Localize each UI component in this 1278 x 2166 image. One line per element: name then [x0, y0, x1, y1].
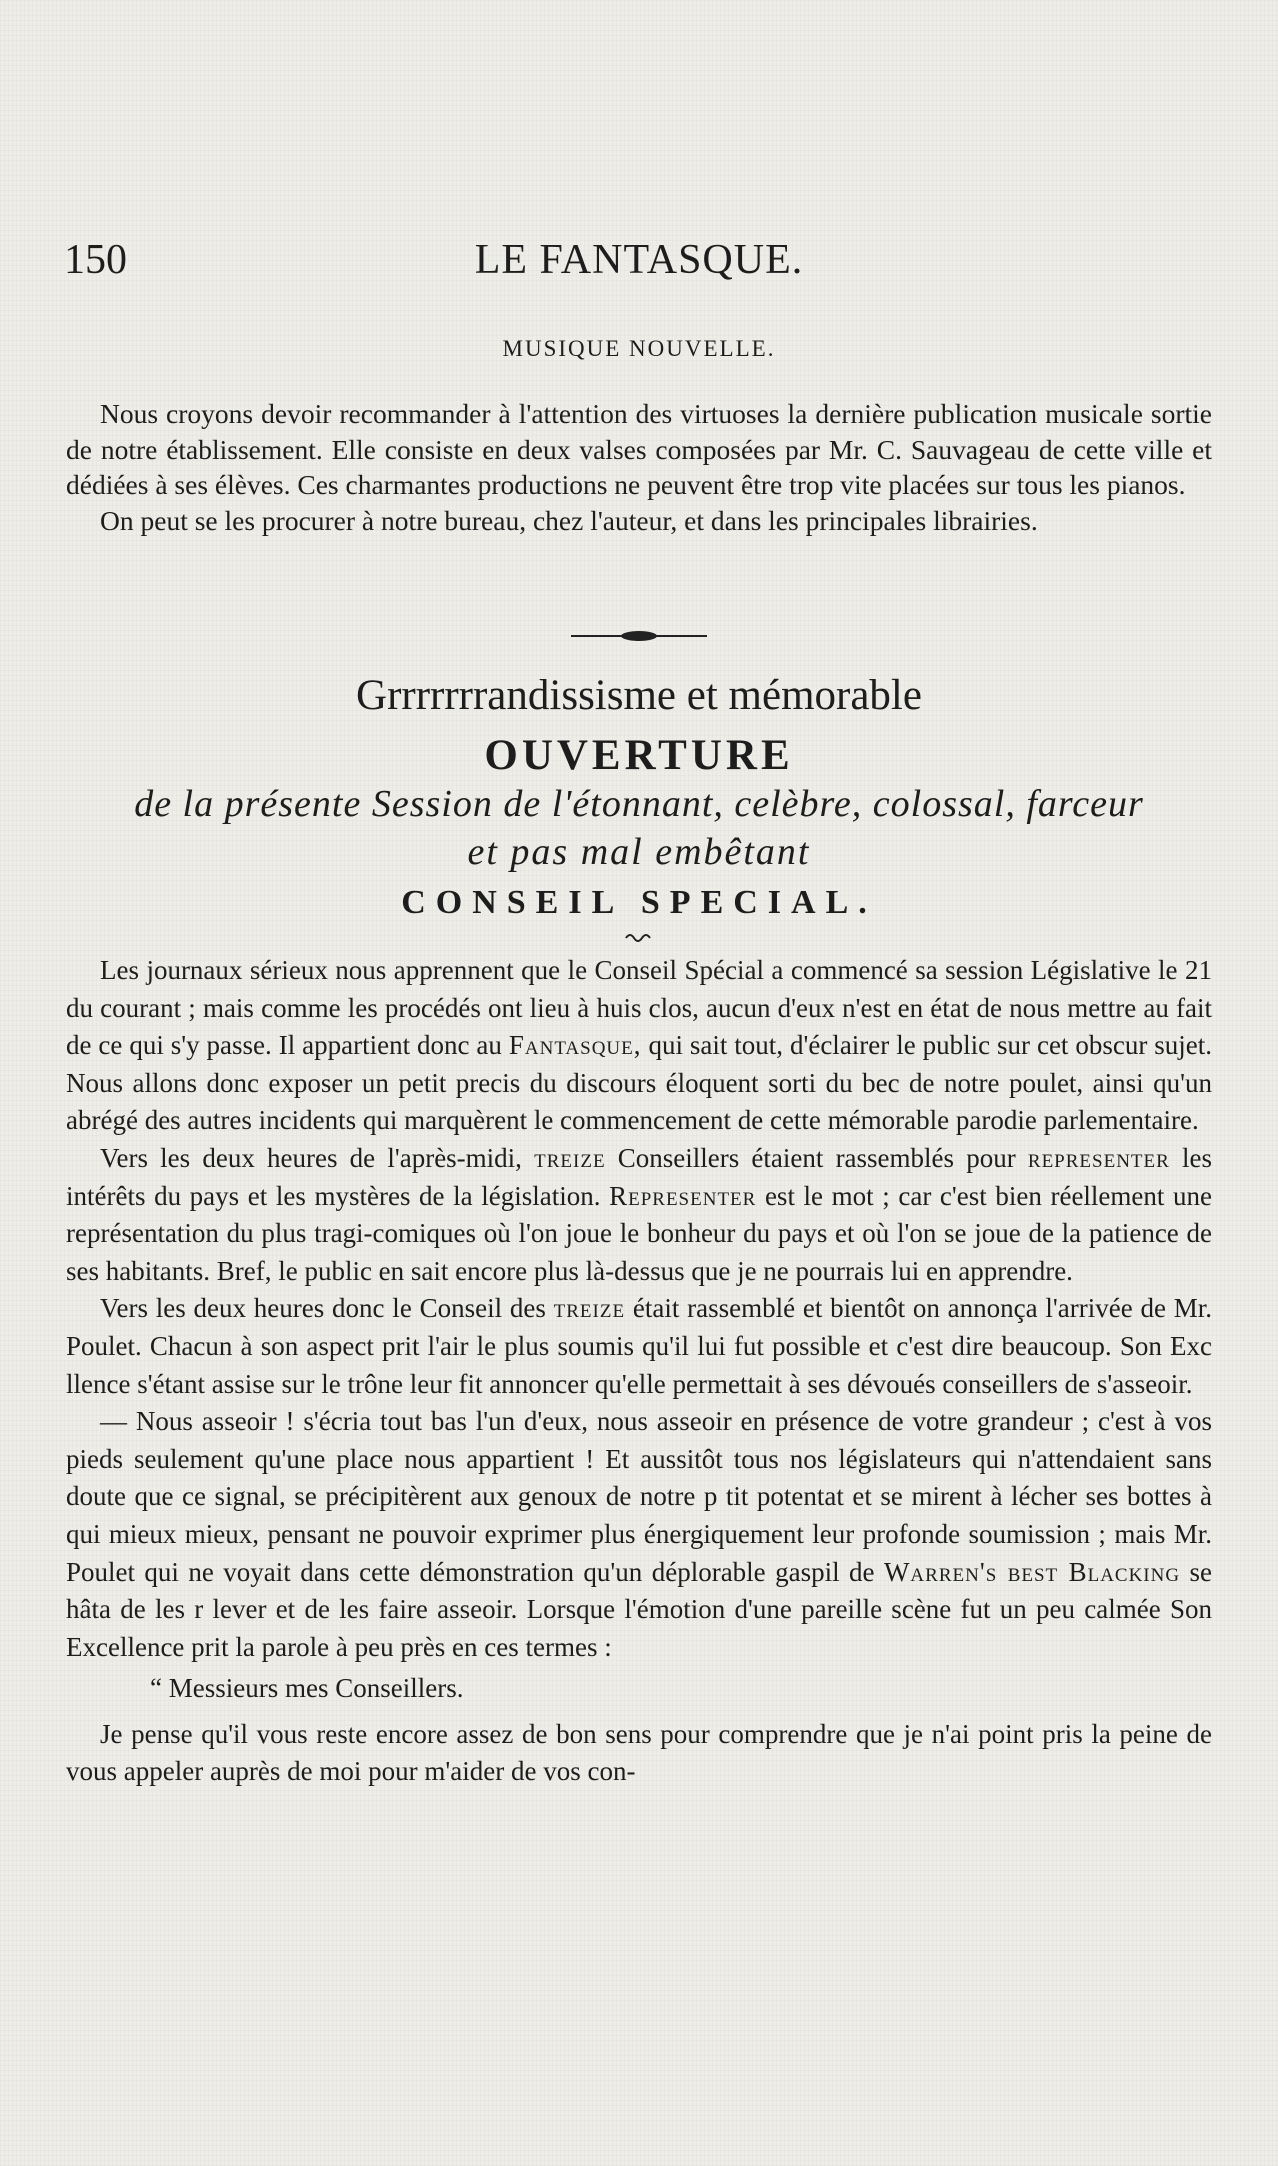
text-span: — Nous asseoir ! s'écria tout bas l'un d'eux, nous asseoir en présence de votre grandeur ; c'est à vos pieds seulement qu'une place nous appartient ! Et aussitôt tous nos législateurs qui n'attendaient sans doute que ce signal, se précipitèrent aux genoux de notre p tit potentat et se mirent à lécher ses bottes à qui mieux mieux, pensant ne pouvoir exprimer plus énergiquement leur profonde soumission ; mais Mr. Poulet qui ne voyait dans cette démonstration qu'un déplorable gaspil de	[66, 1406, 1212, 1587]
article-title-line: Grrrrrrrandissisme et mémorable	[356, 672, 922, 719]
text-span: est le mot ; car c'est bien réellement une représentation du plus tragi-comiques où l'on joue le bonheur du pays et où l'on se joue de la patience de ses habitants. Bref, le public en sait encore plus là-dessus que je ne pourrais lui en apprendre.	[66, 1180, 1212, 1286]
running-title: LE FANTASQUE.	[474, 237, 804, 283]
intro-paragraph: Nous croyons devoir recommander à l'attention des virtuoses la dernière publication musicale sortie de notre établissement. Elle consiste en deux valses composées par Mr. C. Sauvageau de cette ville et dédiées à ses élèves. Ces charmantes productions ne peuvent être trop vite placées sur tous les pianos.	[66, 398, 1212, 501]
warren-brand: Warren's best Blacking	[883, 1556, 1181, 1587]
article-paragraph	[66, 1140, 1212, 1290]
article-paragraph	[66, 1290, 1212, 1403]
intro-section	[66, 396, 1212, 538]
article-title-ouverture: OUVERTURE	[484, 732, 794, 779]
salutation: “ Messieurs mes Conseillers.	[150, 1673, 464, 1704]
text-span: Les journaux sérieux nous apprennent que le Conseil Spécial a commencé sa session Législative le 21 du courant ; mais comme les procédés ont lieu à huis clos, aucun d'eux n'est en état de nous mettre au fait de ce qui s'y passe. Il appartient donc au	[66, 955, 1212, 1061]
text-span: Conseillers étaient rassemblés pour	[617, 1142, 1016, 1173]
fantasque-name: Fantasque,	[508, 1030, 642, 1061]
article-title-line: de la présente Session de l'étonnant, celèbre, colossal, farceur	[134, 783, 1144, 825]
text-span: Vers les deux heures de l'après-midi,	[100, 1142, 522, 1173]
tilde-ornament	[624, 930, 654, 942]
text-span: était rassemblé et bientôt on annonça l'arrivée de Mr. Poulet. Chacun à son aspect prit l'air le plus soumis qu'il lui fut possible et c'est dire beaucoup. Son Exc llence s'étant assise sur le trône leur fit annoncer qu'elle permettait à ses dévoués conseillers de s'asseoir.	[66, 1293, 1212, 1399]
representer-word: representer	[1027, 1142, 1170, 1173]
intro-paragraph: On peut se les procurer à notre bureau, chez l'auteur, et dans les principales librairies.	[100, 504, 1038, 536]
page-header	[64, 232, 1214, 292]
article-paragraph: Je pense qu'il vous reste encore assez de bon sens pour comprendre que je n'ai point pris la peine de vous appeler auprès de moi pour m'aider de vos con-	[66, 1718, 1212, 1787]
section-heading: MUSIQUE NOUVELLE.	[502, 336, 776, 361]
text-span: Vers les deux heures donc le Conseil des	[100, 1293, 546, 1324]
text-span: se hâta de les r lever et de les faire asseoir. Lorsque l'émotion d'une pareille scène fut un peu calmée Son Excellence prit la parole à peu près en ces termes :	[66, 1556, 1213, 1662]
article-paragraph	[66, 1403, 1212, 1666]
treize-word: treize	[553, 1293, 626, 1324]
divider-ornament	[569, 626, 709, 646]
article-title-conseil: CONSEIL SPECIAL.	[401, 884, 877, 921]
article-body	[66, 952, 1212, 1791]
article-title-line: et pas mal embêtant	[467, 831, 811, 873]
representer-word: Representer	[609, 1180, 757, 1211]
page-number: 150	[64, 237, 127, 283]
text-span: les intérêts du pays et les mystères de la législation.	[66, 1142, 1212, 1211]
treize-word: treize	[534, 1142, 606, 1173]
article-paragraph	[66, 952, 1212, 1140]
text-span: qui sait tout, d'éclairer le public sur cet obscur sujet. Nous allons donc exposer un petit precis du discours éloquent sorti du bec de notre poulet, ainsi qu'un abrégé des autres incidents qui marquèrent le commencement de cette mémorable parodie parlementaire.	[66, 1030, 1213, 1136]
